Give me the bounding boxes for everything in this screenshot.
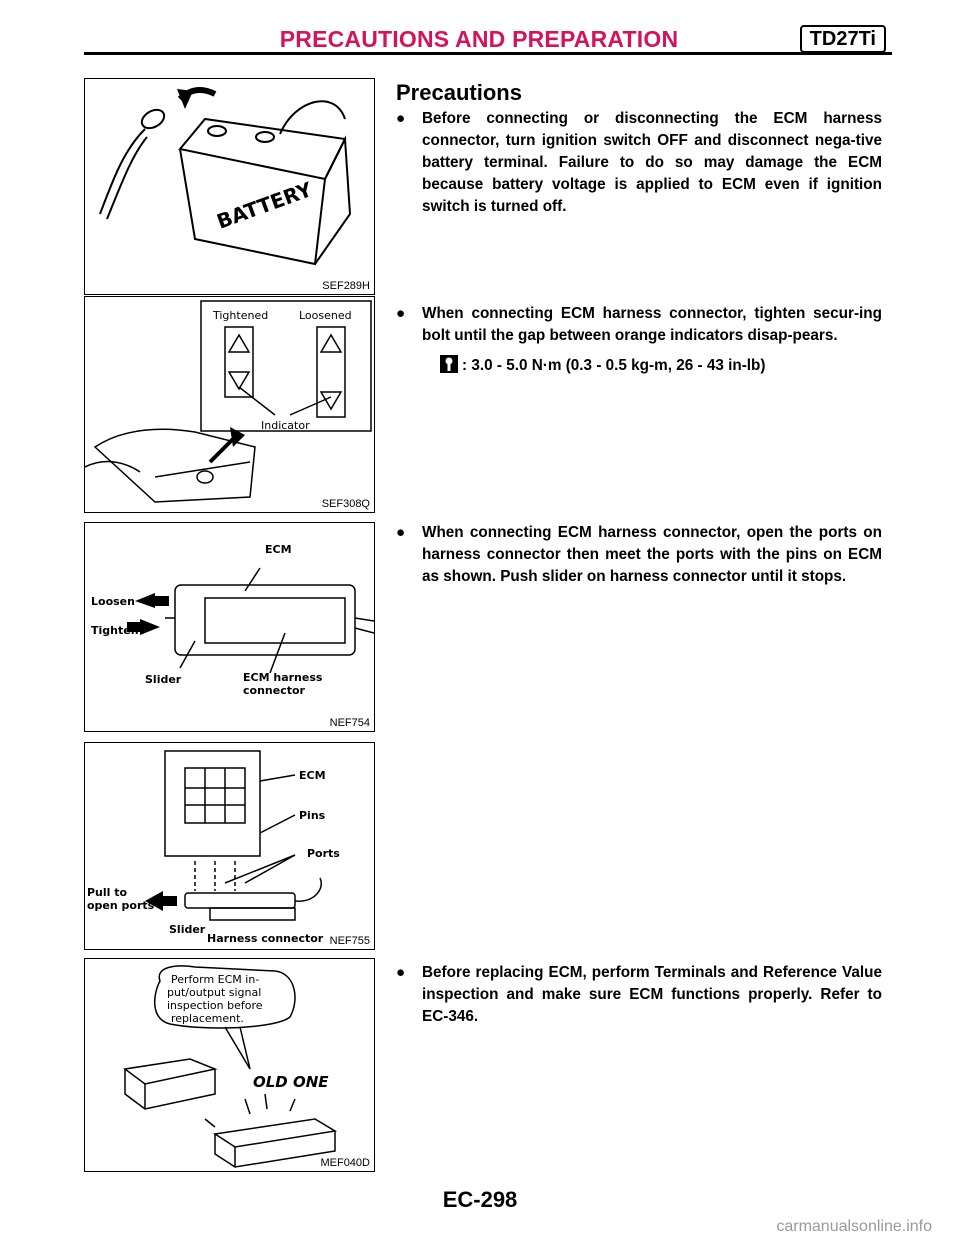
harness-label: ECM harness: [243, 671, 323, 684]
figure-code: SEF308Q: [321, 498, 370, 510]
figure-code: NEF754: [329, 717, 370, 729]
watermark: carmanualsonline.info: [776, 1218, 932, 1235]
ports-label: Ports: [307, 847, 340, 860]
harness-label: Harness connector: [207, 932, 324, 945]
battery-illustration: [85, 79, 374, 294]
ecm-label: ECM: [299, 769, 326, 782]
page-number: EC-298: [442, 1187, 518, 1212]
figure-ecm-connector: [84, 522, 375, 732]
page-header: [84, 24, 892, 54]
bullet-text: Before connecting or disconnecting the ECM harness connector, turn ignition switch OFF and disconnect nega-tive battery terminal. Failure to do so may damage the ECM because battery voltage is applied to ECM even if ignition switch is turned off.: [422, 110, 882, 215]
indicator-illustration: [85, 297, 374, 512]
pins-ports-illustration: [85, 743, 374, 949]
bullet-text: When connecting ECM harness connector, open the ports on harness connector then meet the ports with the pins on ECM as shown. Push slider on harness connector until it stops.: [422, 524, 882, 585]
pull-label-2: open ports: [87, 899, 155, 912]
torque-spec-text: : 3.0 - 5.0 N·m (0.3 - 0.5 kg-m, 26 - 43 in-lb): [462, 357, 766, 374]
figure-code: NEF755: [329, 935, 370, 947]
bubble-line-1: Perform ECM in-: [171, 973, 260, 986]
pins-label: Pins: [299, 809, 326, 822]
bullet-marker: ●: [396, 964, 406, 981]
tightened-label: Tightened: [213, 309, 269, 322]
harness-label-2: connector: [243, 684, 305, 697]
bullet-2: [396, 303, 882, 347]
bullet-1: [396, 108, 882, 218]
ecm-label: ECM: [265, 543, 292, 556]
header-title: PRECAUTIONS AND PREPARATION: [279, 26, 679, 52]
model-badge: TD27Ti: [800, 25, 886, 53]
bubble-line-4: replacement.: [171, 1012, 244, 1025]
figure-replacement: [84, 958, 375, 1172]
figure-pins-ports: [84, 742, 375, 950]
bullet-marker: ●: [396, 110, 406, 127]
slider-label: Slider: [169, 923, 206, 936]
figure-code: MEF040D: [320, 1157, 370, 1169]
bullet-text: Before replacing ECM, perform Terminals and Reference Value inspection and make sure ECM functions properly. Refer to EC-346.: [422, 964, 882, 1025]
header-rule: [84, 52, 892, 55]
pull-label: Pull to: [87, 886, 128, 899]
figure-indicators: [84, 296, 375, 513]
bullet-text: When connecting ECM harness connector, tighten secur-ing bolt until the gap between orange indicators disap-pears.: [422, 305, 882, 344]
figure-code: SEF289H: [322, 280, 370, 292]
replacement-illustration: [85, 959, 374, 1171]
tighten-label: Tighten: [91, 624, 139, 637]
bubble-line-3: inspection before: [167, 999, 263, 1012]
battery-label: BATTERY: [213, 177, 316, 234]
bullet-3: [396, 522, 882, 588]
bullet-4: [396, 962, 882, 1028]
loosened-label: Loosened: [299, 309, 352, 322]
indicator-label: Indicator: [261, 419, 310, 432]
torque-spec: [440, 355, 765, 377]
bullet-marker: ●: [396, 305, 406, 322]
section-title: Precautions: [396, 80, 522, 105]
figure-battery: [84, 78, 375, 295]
old-one-label: OLD ONE: [253, 1073, 329, 1091]
torque-wrench-icon: [440, 355, 458, 373]
bullet-marker: ●: [396, 524, 406, 541]
slider-label: Slider: [145, 673, 182, 686]
loosen-label: Loosen: [91, 595, 135, 608]
ecm-connector-illustration: [85, 523, 374, 731]
bubble-line-2: put/output signal: [167, 986, 262, 999]
